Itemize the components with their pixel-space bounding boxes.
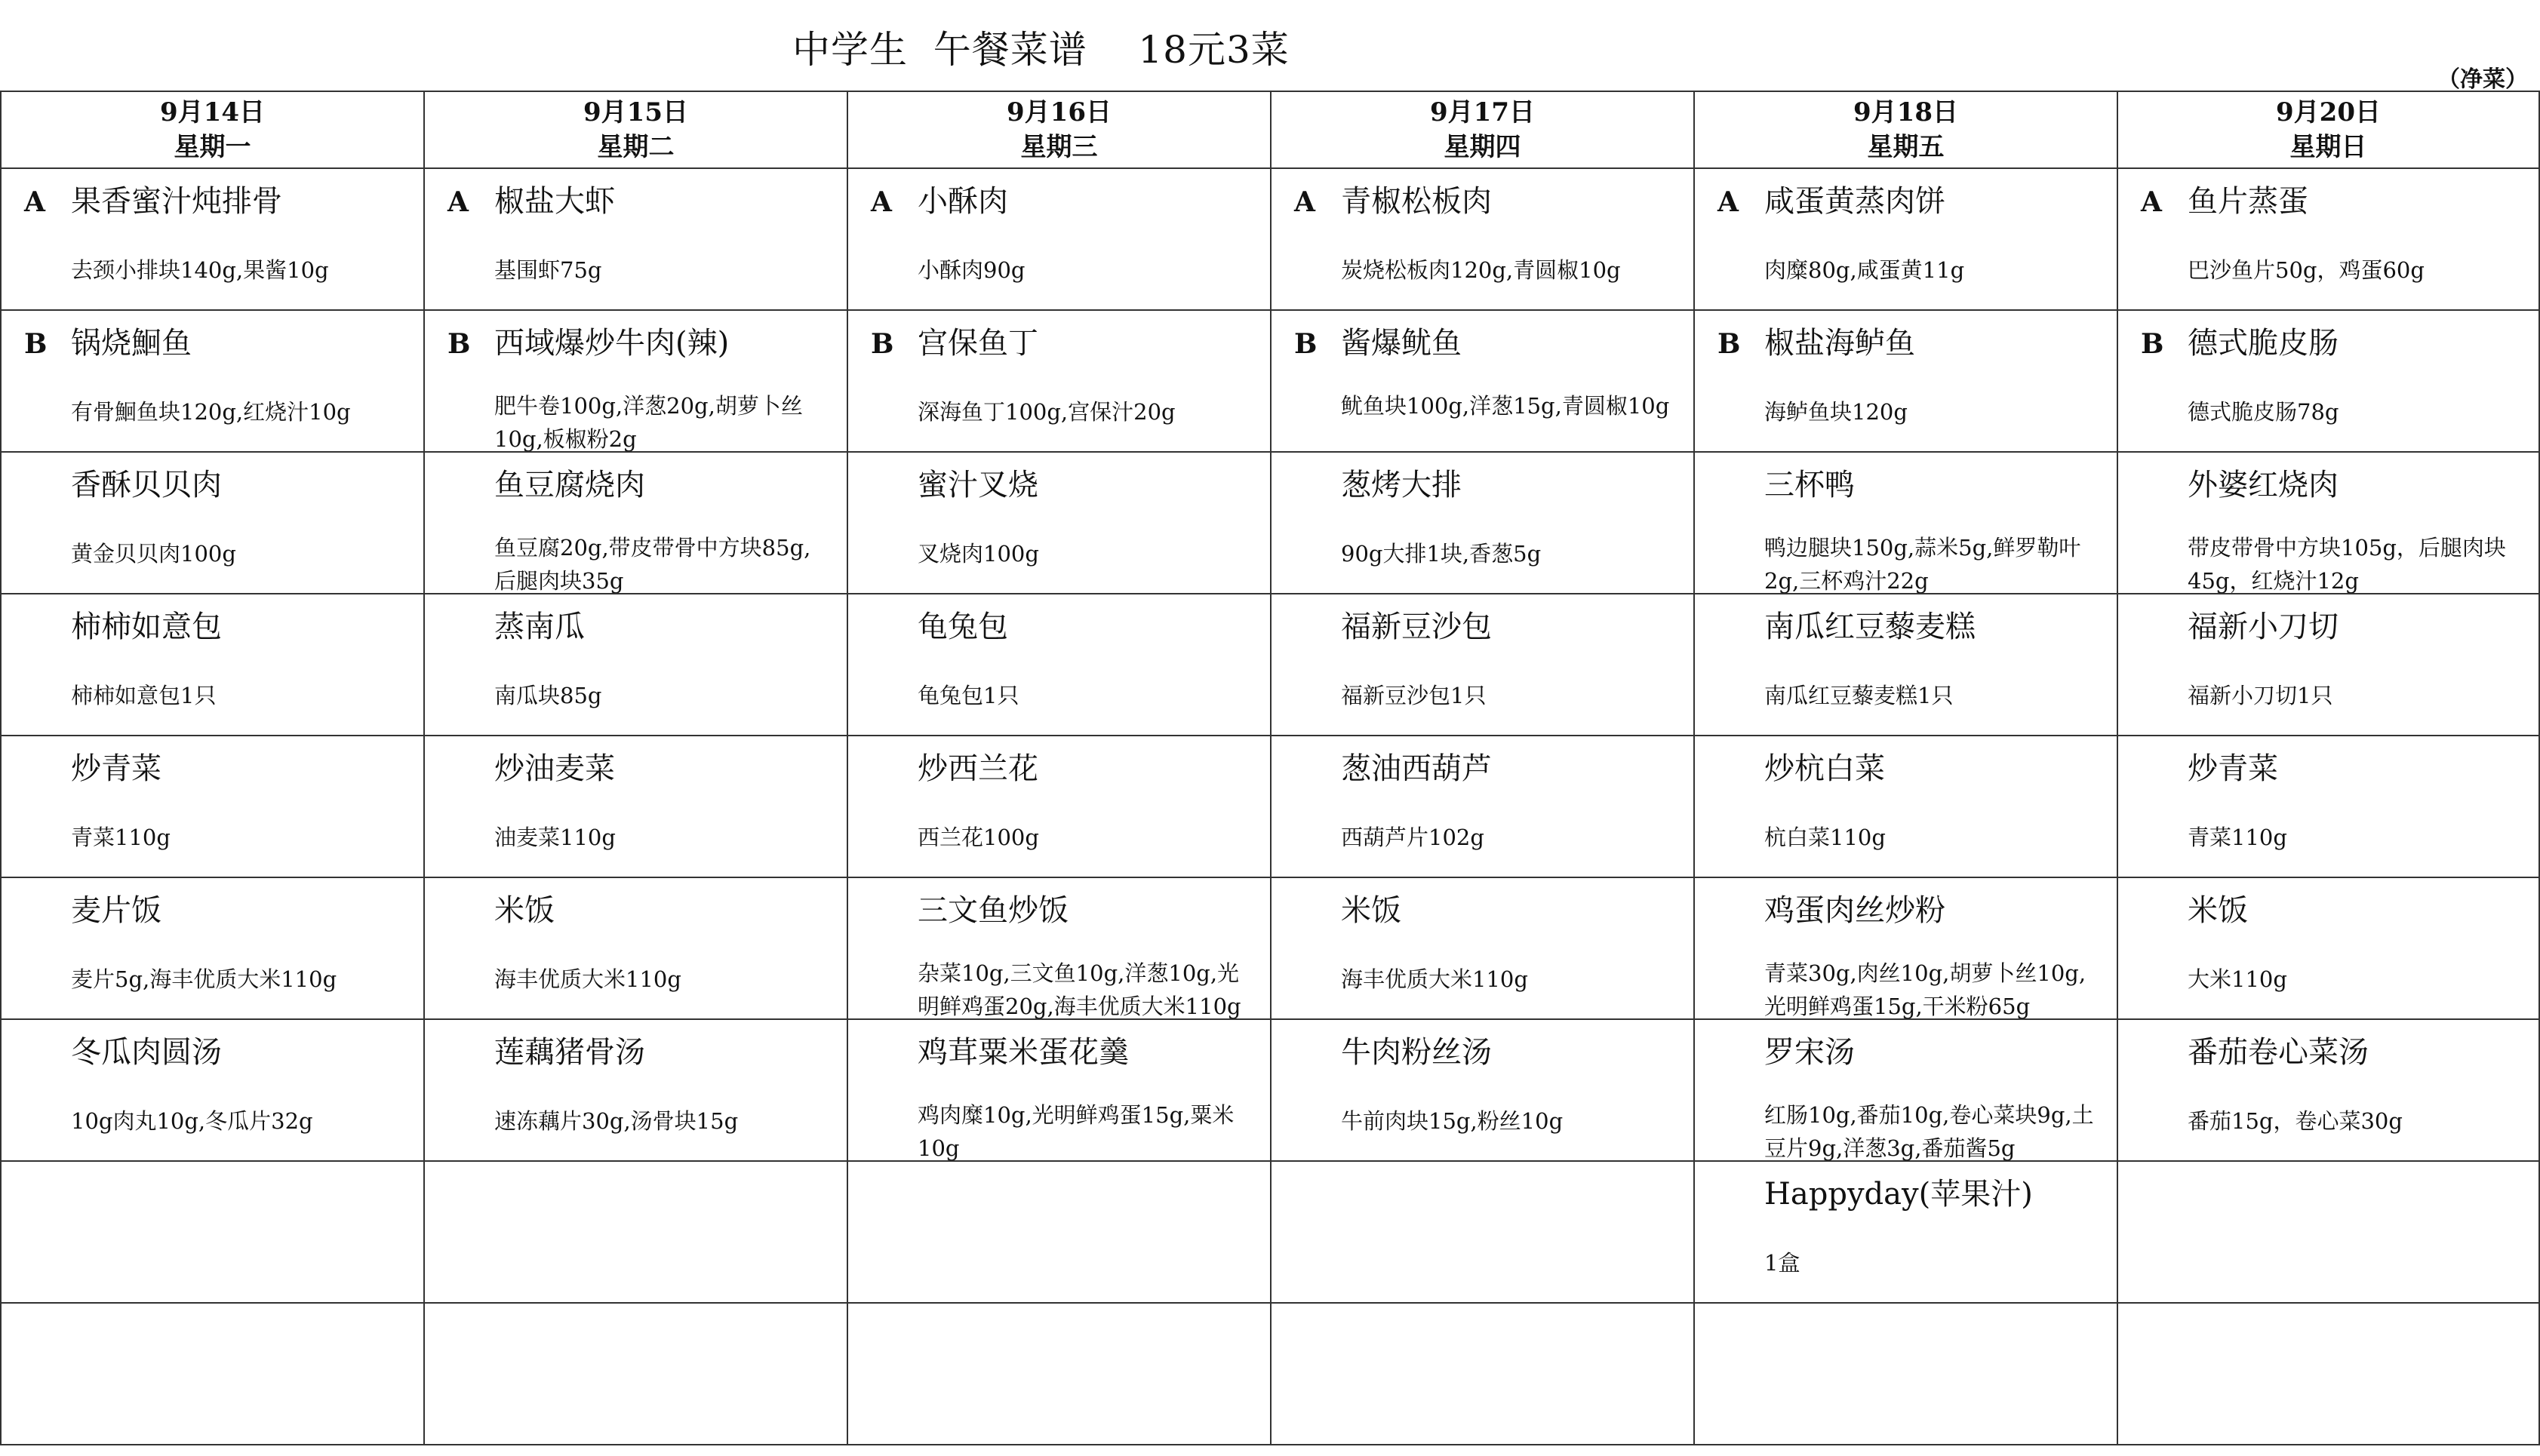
dish-name: 炒油麦菜 [494, 751, 615, 786]
dish-cell [1271, 1019, 1694, 1161]
dish-ingredients: 肉糜80g,咸蛋黄11g [1764, 257, 1965, 283]
dish-line [1294, 750, 1686, 788]
dish-ingredients: 鱼豆腐20g,带皮带骨中方块85g,后腿肉块35g [494, 535, 811, 594]
dish-line [447, 183, 839, 220]
dish-ingredients: 青菜30g,肉丝10g,胡萝卜丝10g,光明鲜鸡蛋15g,干米粉65g [1764, 960, 2086, 1019]
dish-cell [1271, 594, 1694, 736]
dish-cell [1, 452, 424, 594]
dish-ingredients: 牛前肉块15g,粉丝10g [1341, 1108, 1564, 1134]
day-header-4 [1694, 91, 2117, 168]
dish-ingredients: 大米110g [2188, 966, 2287, 992]
dish-line [2141, 608, 2531, 646]
dish-cell [1, 594, 424, 736]
empty-cell [2117, 1303, 2539, 1445]
net-vegetable-note: （净菜） [2437, 66, 2528, 93]
dish-ingredients: 番茄15g，卷心菜30g [2188, 1108, 2403, 1134]
dish-option-label: A [2141, 186, 2162, 218]
dish-line [871, 183, 1262, 220]
dish-ingredients: 青菜110g [71, 825, 171, 850]
dish-cell [424, 168, 847, 310]
dish-name: 三文鱼炒饭 [918, 893, 1069, 928]
dish-ingredients: 去颈小排块140g,果酱10g [71, 257, 329, 283]
dish-name: 椒盐海鲈鱼 [1764, 326, 1915, 361]
dish-name: 蒸南瓜 [494, 610, 585, 644]
dish-line [447, 1034, 839, 1071]
dish-cell [1271, 452, 1694, 594]
dish-cell [1694, 1019, 2117, 1161]
dish-cell [2117, 594, 2539, 736]
table-row [1, 736, 2539, 877]
dish-line [871, 466, 1262, 504]
dish-name: 炒杭白菜 [1764, 751, 1885, 786]
day-weekday: 星期四 [1444, 132, 1521, 162]
dish-option-label: B [447, 328, 471, 360]
day-weekday: 星期日 [2289, 132, 2367, 162]
dish-line [2141, 750, 2531, 788]
dish-ingredients: 海鲈鱼块120g [1764, 399, 1908, 425]
dish-ingredients: 10g肉丸10g,冬瓜片32g [71, 1108, 313, 1134]
dish-line [1717, 608, 2109, 646]
dish-cell [2117, 877, 2539, 1019]
dish-name: 锅烧鮰鱼 [71, 326, 192, 361]
dish-ingredients: 速冻藕片30g,汤骨块15g [494, 1108, 739, 1134]
dish-cell [1, 1019, 424, 1161]
dish-line [447, 750, 839, 788]
dish-cell [1271, 736, 1694, 877]
dish-line [1294, 892, 1686, 929]
dish-ingredients: 青菜110g [2188, 825, 2287, 850]
dish-cell [1, 736, 424, 877]
dish-line [2141, 1034, 2531, 1071]
dish-cell [424, 594, 847, 736]
dish-cell [1, 310, 424, 452]
table-row [1, 168, 2539, 310]
dish-name: 外婆红烧肉 [2188, 468, 2339, 502]
dish-ingredients: 基围虾75g [494, 257, 602, 283]
dish-ingredients: 90g大排1块,香葱5g [1341, 541, 1542, 567]
dish-option-label: B [1717, 328, 1741, 360]
dish-ingredients: 油麦菜110g [494, 825, 616, 850]
dish-name: 炒青菜 [71, 751, 161, 786]
dish-name: 番茄卷心菜汤 [2188, 1035, 2369, 1070]
dish-line [871, 892, 1262, 929]
dish-name: 葱烤大排 [1341, 468, 1462, 502]
dish-cell [2117, 1019, 2539, 1161]
empty-cell [424, 1161, 847, 1303]
dish-line [1294, 1034, 1686, 1071]
dish-line [1717, 892, 2109, 929]
dish-name: 牛肉粉丝汤 [1341, 1035, 1492, 1070]
dish-line [24, 183, 416, 220]
dish-ingredients: 1盒 [1764, 1250, 1800, 1276]
dish-cell [424, 1019, 847, 1161]
dish-option-label: B [2141, 328, 2164, 360]
day-weekday: 星期二 [597, 132, 675, 162]
day-weekday: 星期三 [1020, 132, 1098, 162]
table-row [1, 877, 2539, 1019]
dish-cell [1694, 594, 2117, 736]
dish-ingredients: 鸭边腿块150g,蒜米5g,鲜罗勒叶2g,三杯鸡汁22g [1764, 535, 2081, 594]
dish-ingredients: 炭烧松板肉120g,青圆椒10g [1341, 257, 1621, 283]
empty-cell [424, 1303, 847, 1445]
dish-name: 鸡蛋肉丝炒粉 [1764, 893, 1945, 928]
table-row [1, 594, 2539, 736]
table-row [1, 1019, 2539, 1161]
dish-cell [847, 877, 1271, 1019]
dish-option-label: A [24, 186, 45, 218]
dish-cell [1271, 310, 1694, 452]
dish-ingredients: 鱿鱼块100g,洋葱15g,青圆椒10g [1341, 393, 1670, 419]
day-date: 9月20日 [2276, 97, 2381, 127]
dish-ingredients: 福新豆沙包1只 [1341, 683, 1487, 708]
menu-table [0, 91, 2540, 1445]
dish-name: 龟兔包 [918, 610, 1008, 644]
dish-cell [2117, 310, 2539, 452]
dish-cell [847, 1019, 1271, 1161]
dish-name: 青椒松板肉 [1341, 184, 1492, 219]
day-date: 9月14日 [160, 97, 265, 127]
dish-option-label: A [871, 186, 892, 218]
dish-line [24, 750, 416, 788]
dish-name: 鱼片蒸蛋 [2188, 184, 2308, 219]
dish-cell [2117, 736, 2539, 877]
dish-name: 米饭 [1341, 893, 1401, 928]
dish-ingredients: 海丰优质大米110g [494, 966, 681, 992]
day-header-0 [1, 91, 424, 168]
header-row [1, 91, 2539, 168]
dish-name: 咸蛋黄蒸肉饼 [1764, 184, 1945, 219]
dish-ingredients: 西兰花100g [918, 825, 1039, 850]
dish-cell [847, 594, 1271, 736]
empty-cell [847, 1161, 1271, 1303]
dish-line [24, 324, 416, 362]
dish-line [24, 892, 416, 929]
dish-ingredients: 南瓜块85g [494, 683, 602, 708]
dish-line [447, 892, 839, 929]
dish-name: 炒青菜 [2188, 751, 2278, 786]
dish-ingredients: 带皮带骨中方块105g，后腿肉块45g，红烧汁12g [2188, 535, 2506, 594]
dish-line [871, 608, 1262, 646]
dish-cell [847, 168, 1271, 310]
dish-option-label: A [1294, 186, 1315, 218]
dish-ingredients: 黄金贝贝肉100g [71, 541, 236, 567]
dish-line [1294, 466, 1686, 504]
day-date: 9月16日 [1007, 97, 1112, 127]
day-header-1 [424, 91, 847, 168]
dish-name: 麦片饭 [71, 893, 161, 928]
dish-cell [1271, 877, 1694, 1019]
dish-option-label: B [24, 328, 48, 360]
dish-ingredients: 西葫芦片102g [1341, 825, 1484, 850]
dish-cell [847, 310, 1271, 452]
dish-line [871, 1034, 1262, 1071]
dish-name: 柿柿如意包 [71, 610, 222, 644]
dish-cell [2117, 168, 2539, 310]
dish-ingredients: 德式脆皮肠78g [2188, 399, 2339, 425]
dish-line [2141, 466, 2531, 504]
empty-cell [1, 1303, 424, 1445]
dish-line [447, 466, 839, 504]
day-header-3 [1271, 91, 1694, 168]
dish-cell [1, 877, 424, 1019]
dish-name: 西域爆炒牛肉(辣) [494, 326, 730, 361]
dish-line [1717, 1034, 2109, 1071]
empty-cell [1271, 1161, 1694, 1303]
dish-ingredients: 巴沙鱼片50g，鸡蛋60g [2188, 257, 2425, 283]
dish-name: Happyday(苹果汁) [1764, 1177, 2033, 1212]
dish-name: 莲藕猪骨汤 [494, 1035, 645, 1070]
dish-line [2141, 183, 2531, 220]
dish-name: 宫保鱼丁 [918, 326, 1038, 361]
dish-name: 酱爆鱿鱼 [1341, 326, 1462, 361]
dish-ingredients: 柿柿如意包1只 [71, 683, 217, 708]
dish-name: 蜜汁叉烧 [918, 468, 1038, 502]
dish-line [1717, 324, 2109, 362]
dish-line [1717, 750, 2109, 788]
dish-line [2141, 324, 2531, 362]
dish-ingredients: 有骨鮰鱼块120g,红烧汁10g [71, 399, 351, 425]
dish-name: 三杯鸭 [1764, 468, 1855, 502]
dish-ingredients: 杂菜10g,三文鱼10g,洋葱10g,光明鲜鸡蛋20g,海丰优质大米110g [918, 960, 1241, 1019]
day-date: 9月15日 [583, 97, 688, 127]
day-date: 9月17日 [1430, 97, 1535, 127]
dish-line [24, 1034, 416, 1071]
empty-cell [1694, 1303, 2117, 1445]
dish-option-label: B [1294, 328, 1318, 360]
empty-cell [847, 1303, 1271, 1445]
dish-ingredients: 小酥肉90g [918, 257, 1026, 283]
dish-ingredients: 海丰优质大米110g [1341, 966, 1528, 992]
dish-name: 香酥贝贝肉 [71, 468, 222, 502]
dish-line [2141, 892, 2531, 929]
dish-name: 冬瓜肉圆汤 [71, 1035, 222, 1070]
dish-line [1717, 183, 2109, 220]
dish-cell [1694, 1161, 2117, 1303]
dish-name: 椒盐大虾 [494, 184, 615, 219]
dish-cell [1694, 168, 2117, 310]
dish-line [1294, 608, 1686, 646]
dish-cell [1694, 736, 2117, 877]
dish-line [24, 608, 416, 646]
dish-ingredients: 叉烧肉100g [918, 541, 1039, 567]
empty-cell [2117, 1161, 2539, 1303]
dish-cell [847, 452, 1271, 594]
dish-name: 鱼豆腐烧肉 [494, 468, 645, 502]
dish-ingredients: 深海鱼丁100g,宫保汁20g [918, 399, 1176, 425]
dish-name: 罗宋汤 [1764, 1035, 1855, 1070]
menu-title: 中学生 午餐菜谱 18元3菜 [792, 28, 1290, 72]
dish-name: 小酥肉 [918, 184, 1008, 219]
dish-line [871, 750, 1262, 788]
table-row [1, 1161, 2539, 1303]
dish-line [1717, 466, 2109, 504]
dish-cell [847, 736, 1271, 877]
dish-cell [424, 736, 847, 877]
dish-name: 福新小刀切 [2188, 610, 2339, 644]
dish-name: 鸡茸粟米蛋花羹 [918, 1035, 1129, 1070]
dish-ingredients: 龟兔包1只 [918, 683, 1019, 708]
dish-name: 果香蜜汁炖排骨 [71, 184, 282, 219]
dish-line [1294, 183, 1686, 220]
empty-cell [1, 1161, 424, 1303]
dish-ingredients: 福新小刀切1只 [2188, 683, 2333, 708]
day-date: 9月18日 [1853, 97, 1958, 127]
dish-cell [1694, 310, 2117, 452]
dish-ingredients: 鸡肉糜10g,光明鲜鸡蛋15g,粟米10g [918, 1102, 1235, 1161]
dish-ingredients: 麦片5g,海丰优质大米110g [71, 966, 337, 992]
dish-cell [1271, 168, 1694, 310]
dish-name: 葱油西葫芦 [1341, 751, 1492, 786]
dish-option-label: A [1717, 186, 1739, 218]
day-header-5 [2117, 91, 2539, 168]
dish-line [1717, 1175, 2109, 1213]
dish-cell [1, 168, 424, 310]
dish-option-label: A [447, 186, 469, 218]
table-row [1, 1303, 2539, 1445]
dish-name: 米饭 [494, 893, 555, 928]
dish-ingredients: 南瓜红豆藜麦糕1只 [1764, 683, 1954, 708]
dish-name: 南瓜红豆藜麦糕 [1764, 610, 1976, 644]
dish-name: 米饭 [2188, 893, 2248, 928]
dish-ingredients: 肥牛卷100g,洋葱20g,胡萝卜丝10g,板椒粉2g [494, 393, 803, 452]
dish-line [1294, 324, 1686, 362]
dish-line [447, 608, 839, 646]
dish-cell [424, 310, 847, 452]
table-row [1, 452, 2539, 594]
dish-cell [2117, 452, 2539, 594]
dish-line [24, 466, 416, 504]
day-weekday: 星期五 [1867, 132, 1945, 162]
dish-ingredients: 红肠10g,番茄10g,卷心菜块9g,土豆片9g,洋葱3g,番茄酱5g [1764, 1102, 2094, 1161]
dish-name: 福新豆沙包 [1341, 610, 1492, 644]
table-row [1, 310, 2539, 452]
dish-cell [1694, 877, 2117, 1019]
day-weekday: 星期一 [174, 132, 251, 162]
empty-cell [1271, 1303, 1694, 1445]
dish-ingredients: 杭白菜110g [1764, 825, 1886, 850]
dish-cell [424, 452, 847, 594]
dish-cell [424, 877, 847, 1019]
day-header-2 [847, 91, 1271, 168]
dish-cell [1694, 452, 2117, 594]
dish-option-label: B [871, 328, 894, 360]
dish-line [871, 324, 1262, 362]
dish-line [447, 324, 839, 362]
dish-name: 炒西兰花 [918, 751, 1038, 786]
dish-name: 德式脆皮肠 [2188, 326, 2339, 361]
